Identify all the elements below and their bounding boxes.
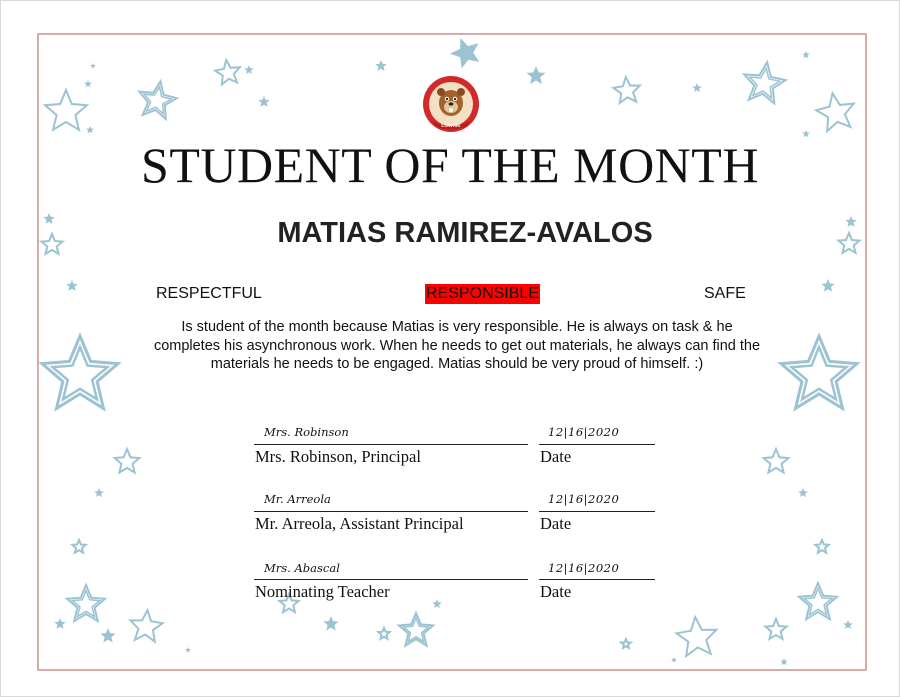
- signature-line: [254, 444, 528, 445]
- trait-safe: SAFE: [704, 285, 746, 302]
- star-icon: [45, 90, 87, 130]
- star-icon: [215, 60, 240, 84]
- star-icon: [244, 65, 254, 74]
- date-label: Date: [540, 447, 572, 466]
- star-icon: [139, 81, 177, 119]
- star-icon: [816, 93, 854, 131]
- star-icon: [815, 540, 828, 553]
- signer-label: Mr. Arreola, Assistant Principal: [255, 514, 464, 533]
- date-value: 12|16|2020: [548, 561, 620, 575]
- star-icon: [821, 279, 834, 292]
- star-icon: [185, 647, 191, 652]
- award-reason: Is student of the month because Matias is very responsible. He is always on task & he completes his asynchronous work. When he needs to get out materials, he always can find the materials he needs to be engaged. Matias should be very proud of himself. :): [153, 319, 761, 372]
- student-name: MATIAS RAMIREZ-AVALOS: [277, 217, 653, 249]
- star-icon: [798, 488, 808, 497]
- star-icon: [90, 63, 96, 68]
- star-icon: [432, 599, 442, 608]
- signature-principal: Mrs. Robinson: [264, 425, 349, 439]
- star-icon: [144, 87, 171, 114]
- date-label: Date: [540, 514, 572, 533]
- star-icon: [86, 126, 94, 133]
- signature-assistant-principal: Mr. Arreola: [264, 492, 331, 506]
- star-icon: [130, 610, 162, 642]
- date-line: [539, 444, 655, 445]
- star-icon: [323, 616, 338, 631]
- star-icon: [671, 657, 677, 662]
- star-icon: [450, 38, 479, 68]
- trait-responsible: RESPONSIBLE: [426, 285, 539, 302]
- signer-label: Mrs. Robinson, Principal: [255, 447, 421, 466]
- star-icon: [843, 620, 853, 629]
- logo-text: LOWRIE: [441, 124, 461, 129]
- star-icon: [766, 619, 787, 639]
- date-line: [539, 511, 655, 512]
- star-icon: [94, 488, 104, 497]
- star-icon: [100, 628, 115, 643]
- signature-line: [254, 579, 528, 580]
- signature-line: [254, 511, 528, 512]
- star-icon: [750, 68, 780, 98]
- signature-teacher: Mrs. Abascal: [264, 561, 340, 575]
- date-line: [539, 579, 655, 580]
- star-icon: [66, 280, 77, 291]
- star-icon: [527, 66, 546, 84]
- star-icon: [802, 51, 810, 58]
- star-icon: [375, 60, 386, 71]
- star-icon: [54, 618, 65, 629]
- star-icon: [621, 639, 631, 648]
- star-icon: [780, 658, 788, 665]
- star-icon: [258, 96, 269, 107]
- star-icon: [72, 540, 85, 553]
- signer-label: Nominating Teacher: [255, 582, 390, 601]
- star-icon: [744, 62, 786, 103]
- certificate-title: STUDENT OF THE MONTH: [141, 137, 759, 193]
- trait-respectful: RESPECTFUL: [156, 285, 262, 302]
- date-value: 12|16|2020: [548, 492, 620, 506]
- beaver-mascot-icon: [422, 75, 480, 133]
- star-icon: [764, 449, 789, 473]
- star-icon: [378, 628, 389, 639]
- date-value: 12|16|2020: [548, 425, 620, 439]
- star-icon: [677, 617, 717, 656]
- date-label: Date: [540, 582, 572, 601]
- star-icon: [84, 80, 92, 87]
- star-icon: [115, 449, 140, 473]
- star-icon: [692, 83, 702, 92]
- star-icon: [613, 77, 640, 103]
